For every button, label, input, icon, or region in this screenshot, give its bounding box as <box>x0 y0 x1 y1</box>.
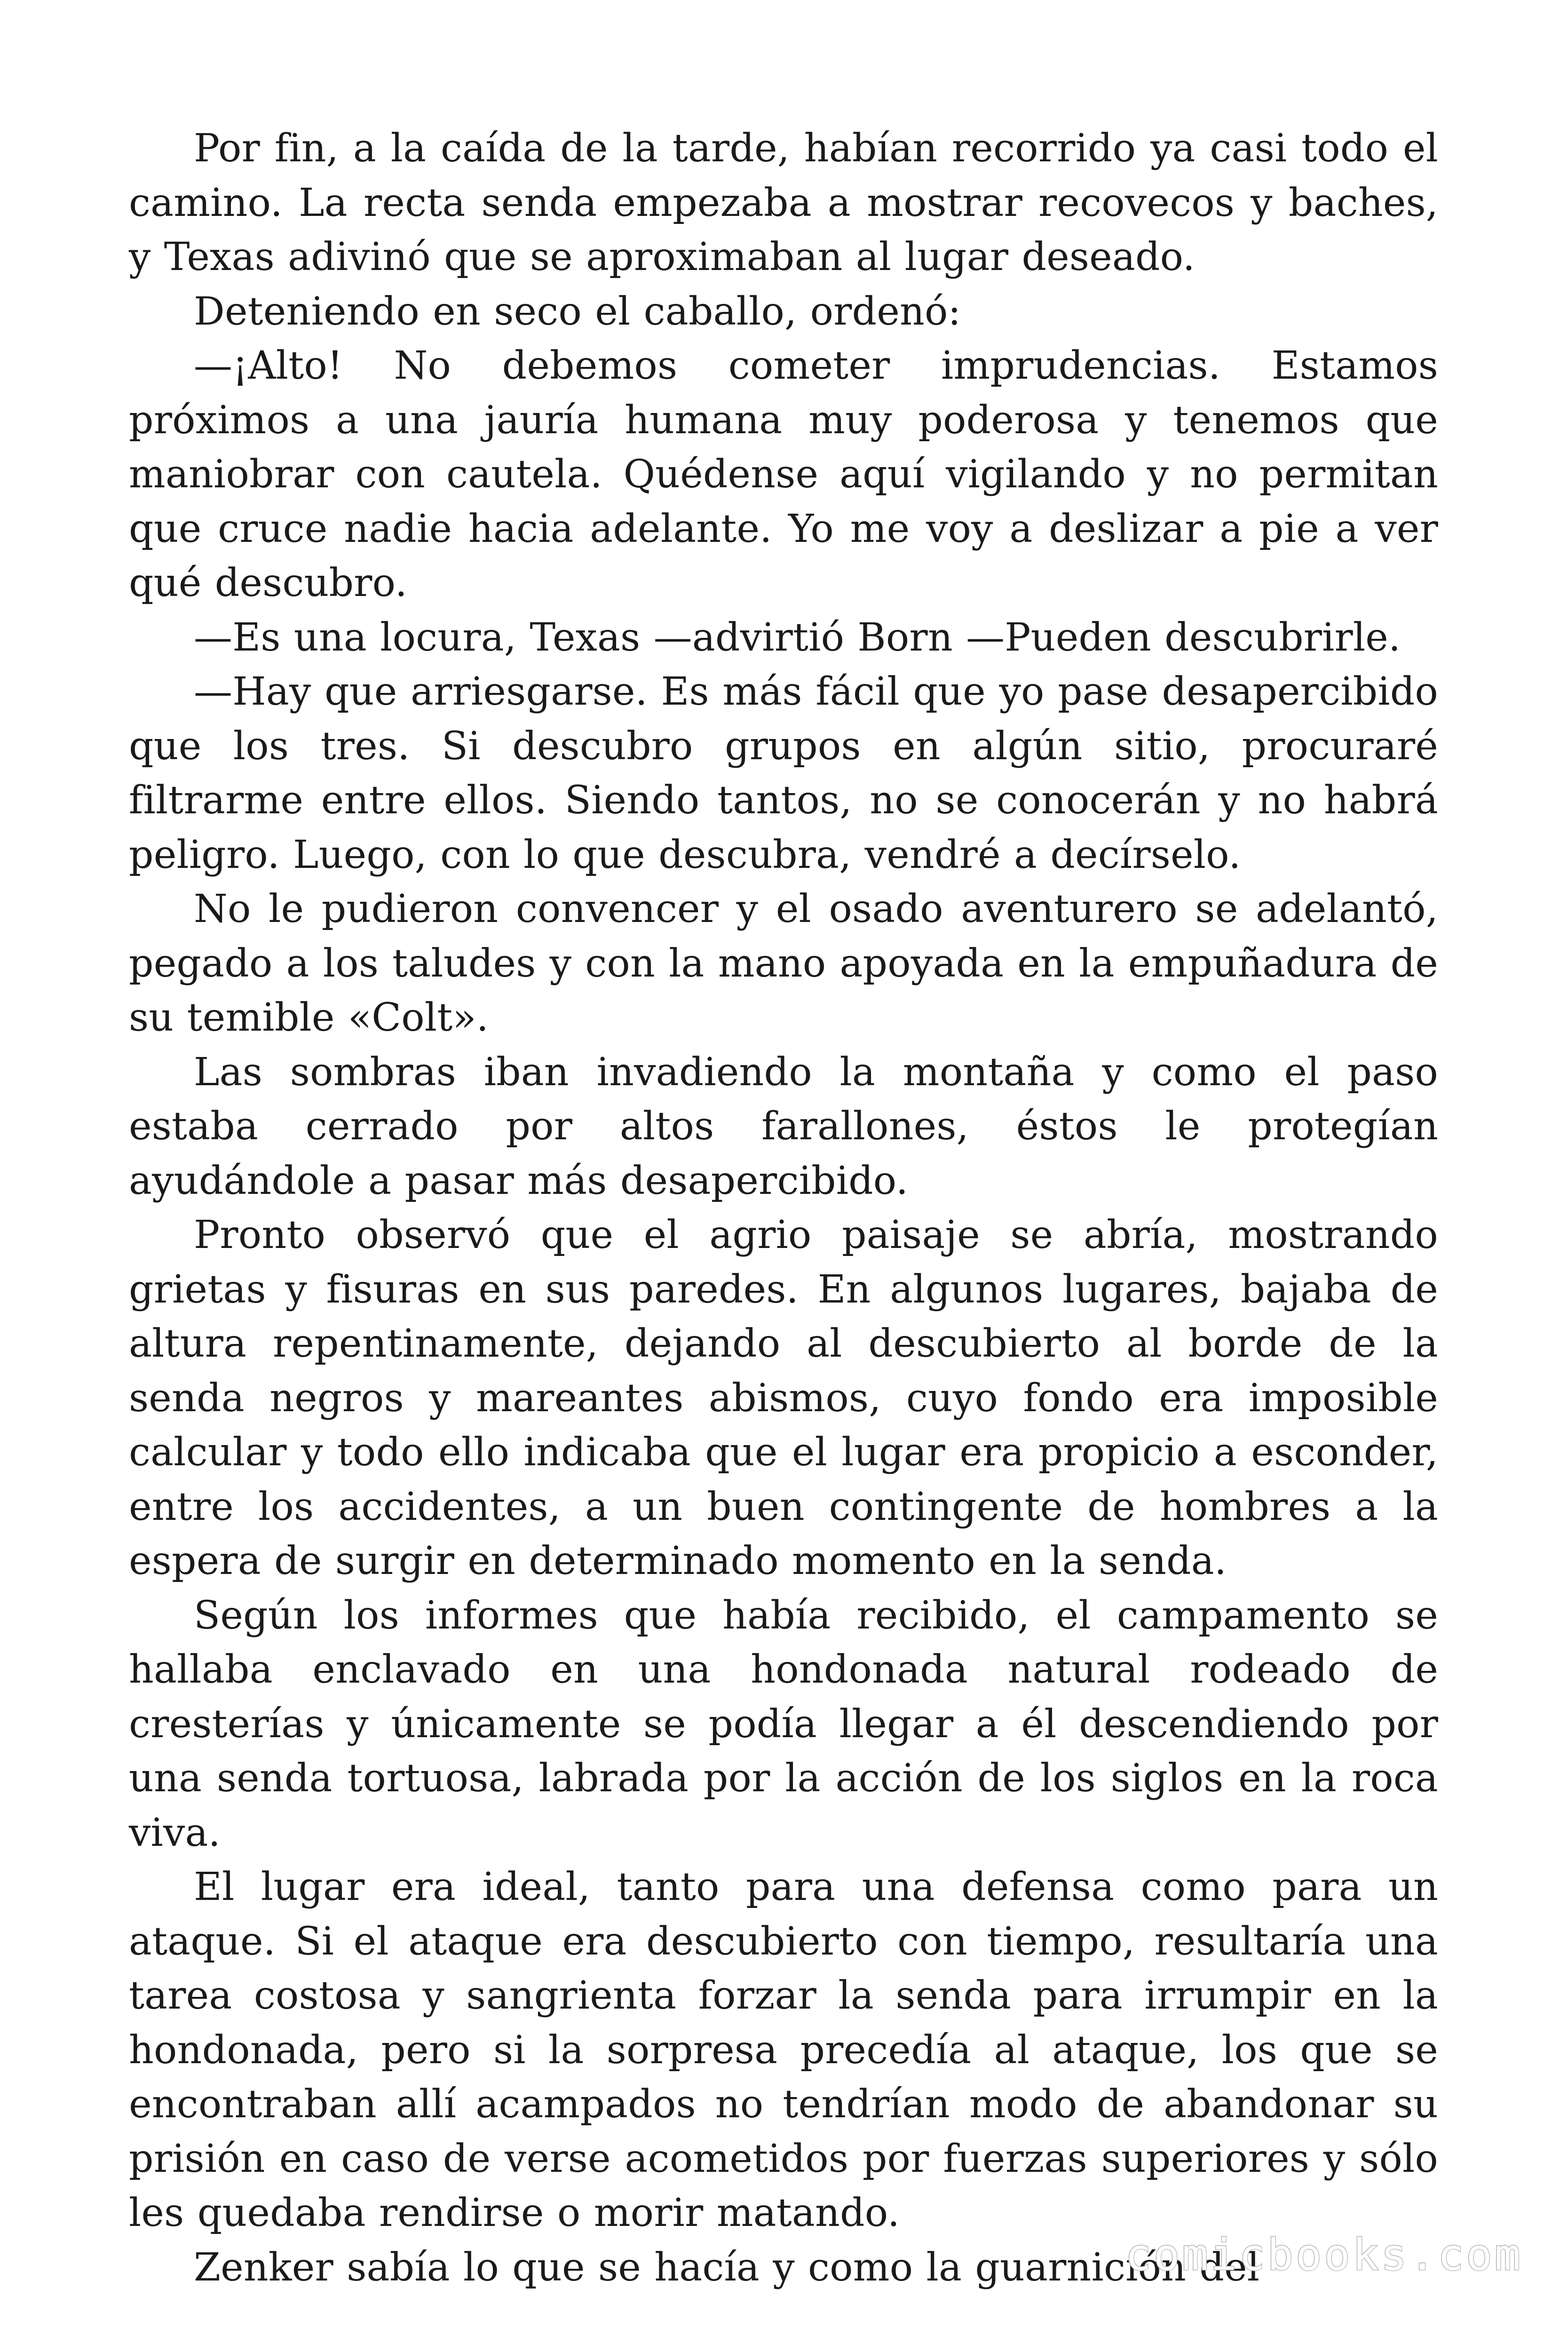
watermark: comicbooks.com <box>1125 2230 1523 2280</box>
paragraph: Pronto observó que el agrio paisaje se abría, mostrando grietas y fisuras en sus paredes. En algunos lugares, bajaba de altura repentinamente, dejando al descubierto al borde de la senda negros y mareantes abismos, cuyo fondo era imposible calcular y todo ello indicaba que el lugar era propicio a esconder, entre los accidentes, a un buen contingente de hombres a la espera de surgir en determinado momento en la senda. <box>129 1213 1438 1583</box>
paragraph: Las sombras iban invadiendo la montaña y como el paso estaba cerrado por altos farallones, éstos le protegían ayudándole a pasar más desapercibido. <box>129 1049 1438 1203</box>
paragraph: Según los informes que había recibido, el campamento se hallaba enclavado en una hondonada natural rodeado de cresterías y únicamente se podía llegar a él descendiendo por una senda tortuosa, labrada por la acción de los siglos en la roca viva. <box>129 1593 1438 1855</box>
paragraph: El lugar era ideal, tanto para una defensa como para un ataque. Si el ataque era descubierto con tiempo, resultaría una tarea costosa y sangrienta forzar la senda para irrumpir en la hondonada, pero si la sorpresa precedía al ataque, los que se encontraban allí acampados no tendrían modo de abandonar su prisión en caso de verse acometidos por fuerzas superiores y sólo les quedaba rendirse o morir matando. <box>129 1865 1438 2235</box>
paragraph: —Es una locura, Texas —advirtió Born —Pueden descubrirle. <box>194 615 1401 660</box>
paragraph: No le pudieron convencer y el osado aventurero se adelantó, pegado a los taludes y con la mano apoyada en la empuñadura de su temible «Colt». <box>129 887 1438 1040</box>
paragraph: Por fin, a la caída de la tarde, habían recorrido ya casi todo el camino. La recta senda empezaba a mostrar recovecos y baches, y Texas adivinó que se aproximaban al lugar deseado. <box>129 126 1438 279</box>
paragraph: Deteniendo en seco el caballo, ordenó: <box>194 289 961 334</box>
page-body-text <box>129 121 1438 2295</box>
paragraph: —Hay que arriesgarse. Es más fácil que yo pase desapercibido que los tres. Si descubro grupos en algún sitio, procuraré filtrarme entre ellos. Siendo tantos, no se conocerán y no habrá peligro. Luego, con lo que descubra, vendré a decírselo. <box>129 669 1438 877</box>
paragraph: —¡Alto! No debemos cometer imprudencias. Estamos próximos a una jauría humana muy poderosa y tenemos que maniobrar con cautela. Quédense aquí vigilando y no permitan que cruce nadie hacia adelante. Yo me voy a deslizar a pie a ver qué descubro. <box>129 343 1438 605</box>
paragraph: Zenker sabía lo que se hacía y como la guarnición del <box>194 2245 1260 2290</box>
